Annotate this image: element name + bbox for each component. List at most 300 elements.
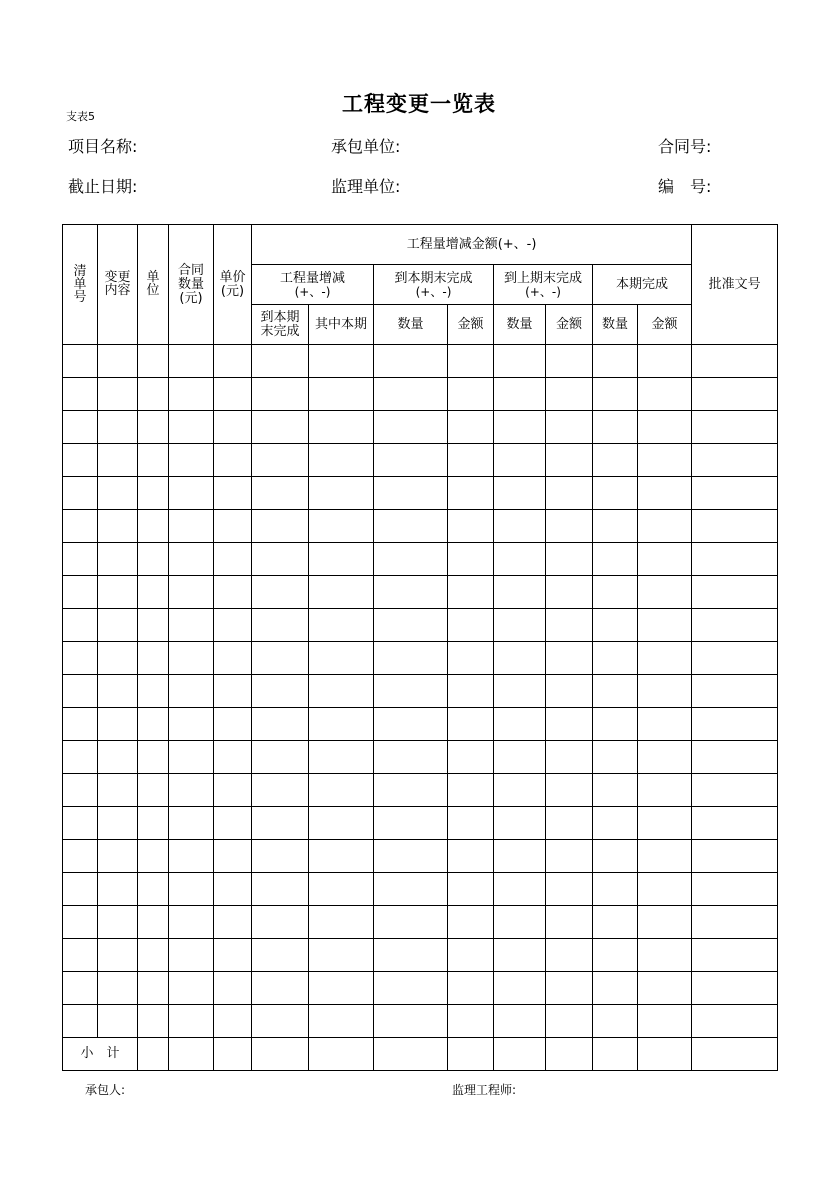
- table-cell: [448, 609, 494, 642]
- table-row: [63, 510, 778, 543]
- table-cell: [169, 840, 214, 873]
- table-cell: [638, 543, 692, 576]
- table-cell: [309, 1005, 374, 1038]
- table-cell: [63, 840, 98, 873]
- table-row: [63, 642, 778, 675]
- table-cell: [593, 510, 638, 543]
- table-cell: [692, 477, 778, 510]
- table-row: [63, 840, 778, 873]
- table-cell: [448, 774, 494, 807]
- table-cell: [638, 708, 692, 741]
- table-cell: [692, 576, 778, 609]
- table-row: [63, 675, 778, 708]
- table-cell: [138, 807, 169, 840]
- table-cell: [138, 873, 169, 906]
- table-cell: [448, 510, 494, 543]
- table-cell: [214, 873, 252, 906]
- table-cell: [448, 939, 494, 972]
- table-row: [63, 906, 778, 939]
- table-row: [63, 378, 778, 411]
- table-cell: [252, 477, 309, 510]
- table-cell: [593, 774, 638, 807]
- table-cell: [252, 840, 309, 873]
- table-cell: [374, 411, 448, 444]
- table-cell: [546, 345, 593, 378]
- table-cell: [63, 774, 98, 807]
- table-cell: [138, 906, 169, 939]
- table-row: [63, 807, 778, 840]
- header-approval-no: 批准文号: [692, 225, 778, 345]
- table-cell: [448, 378, 494, 411]
- table-cell: [138, 642, 169, 675]
- table-cell: [374, 675, 448, 708]
- header-qty-1: 数量: [374, 305, 448, 345]
- table-cell: [593, 444, 638, 477]
- table-cell: [252, 972, 309, 1005]
- table-cell: [252, 675, 309, 708]
- table-cell: [214, 939, 252, 972]
- table-cell: [309, 510, 374, 543]
- table-cell: [593, 972, 638, 1005]
- header-to-last-period-end: 到上期末完成 (+、-): [494, 265, 593, 305]
- table-row: [63, 873, 778, 906]
- table-cell: [638, 510, 692, 543]
- table-cell: [448, 807, 494, 840]
- header-unit-price: 单价 (元): [214, 225, 252, 345]
- table-cell: [63, 510, 98, 543]
- table-cell: [63, 345, 98, 378]
- table-cell: [638, 675, 692, 708]
- table-cell: [494, 741, 546, 774]
- table-row: [63, 576, 778, 609]
- table-cell: [138, 378, 169, 411]
- table-cell: [448, 411, 494, 444]
- header-qty-2: 数量: [494, 305, 546, 345]
- table-cell: [98, 1005, 138, 1038]
- table-cell: [138, 840, 169, 873]
- table-cell: [169, 1005, 214, 1038]
- table-row: [63, 1005, 778, 1038]
- table-cell: [63, 906, 98, 939]
- table-cell: [374, 345, 448, 378]
- subtotal-cell: [593, 1038, 638, 1071]
- table-cell: [374, 774, 448, 807]
- table-cell: [638, 873, 692, 906]
- table-cell: [546, 510, 593, 543]
- table-cell: [448, 708, 494, 741]
- table-cell: [98, 444, 138, 477]
- subtotal-cell: [374, 1038, 448, 1071]
- table-cell: [98, 972, 138, 1005]
- table-cell: [214, 906, 252, 939]
- table-cell: [169, 543, 214, 576]
- table-cell: [98, 939, 138, 972]
- table-cell: [692, 378, 778, 411]
- table-cell: [638, 774, 692, 807]
- subtotal-cell: [692, 1038, 778, 1071]
- table-cell: [63, 708, 98, 741]
- header-item-no: 清单号: [63, 225, 98, 345]
- supervisor-unit-label: 监理单位:: [331, 177, 401, 196]
- table-cell: [169, 708, 214, 741]
- table-cell: [374, 543, 448, 576]
- table-cell: [638, 345, 692, 378]
- table-cell: [494, 609, 546, 642]
- table-cell: [494, 543, 546, 576]
- table-cell: [374, 444, 448, 477]
- table-cell: [138, 972, 169, 1005]
- contractor-label: 承包单位:: [331, 137, 401, 156]
- table-cell: [692, 1005, 778, 1038]
- table-cell: [169, 741, 214, 774]
- table-cell: [692, 873, 778, 906]
- header-qty-change: 工程量增减 (+、-): [252, 265, 374, 305]
- table-cell: [494, 906, 546, 939]
- supervising-engineer-label: 监理工程师:: [452, 1083, 517, 1097]
- table-cell: [309, 444, 374, 477]
- table-cell: [494, 840, 546, 873]
- table-cell: [692, 345, 778, 378]
- table-cell: [494, 510, 546, 543]
- table-cell: [448, 345, 494, 378]
- table-cell: [214, 609, 252, 642]
- table-cell: [593, 642, 638, 675]
- table-cell: [494, 873, 546, 906]
- table-cell: [169, 477, 214, 510]
- project-name-label: 项目名称:: [68, 137, 138, 156]
- table-cell: [252, 807, 309, 840]
- table-cell: [309, 477, 374, 510]
- table-cell: [63, 576, 98, 609]
- table-cell: [169, 873, 214, 906]
- subtotal-cell: [448, 1038, 494, 1071]
- table-cell: [692, 444, 778, 477]
- table-cell: [593, 543, 638, 576]
- table-cell: [546, 741, 593, 774]
- subtotal-cell: [214, 1038, 252, 1071]
- contract-no-label: 合同号:: [658, 137, 712, 156]
- table-cell: [546, 378, 593, 411]
- table-cell: [98, 543, 138, 576]
- table-cell: [448, 1005, 494, 1038]
- table-cell: [692, 972, 778, 1005]
- table-cell: [448, 477, 494, 510]
- table-cell: [252, 939, 309, 972]
- table-cell: [252, 510, 309, 543]
- table-row: [63, 477, 778, 510]
- table-cell: [494, 444, 546, 477]
- subtotal-cell: [169, 1038, 214, 1071]
- table-cell: [309, 906, 374, 939]
- table-cell: [252, 345, 309, 378]
- table-cell: [692, 741, 778, 774]
- table-cell: [374, 477, 448, 510]
- table-cell: [169, 972, 214, 1005]
- table-cell: [374, 939, 448, 972]
- table-cell: [98, 807, 138, 840]
- table-cell: [374, 873, 448, 906]
- table-cell: [214, 675, 252, 708]
- table-cell: [252, 411, 309, 444]
- table-cell: [169, 378, 214, 411]
- table-cell: [692, 510, 778, 543]
- table-cell: [638, 1005, 692, 1038]
- table-cell: [494, 642, 546, 675]
- table-cell: [448, 576, 494, 609]
- table-cell: [169, 774, 214, 807]
- table-cell: [252, 543, 309, 576]
- table-cell: [169, 906, 214, 939]
- table-cell: [692, 675, 778, 708]
- table-cell: [138, 774, 169, 807]
- table-cell: [252, 609, 309, 642]
- table-cell: [309, 642, 374, 675]
- table-cell: [138, 510, 169, 543]
- table-cell: [98, 642, 138, 675]
- table-row: [63, 774, 778, 807]
- table-row: [63, 411, 778, 444]
- table-cell: [309, 576, 374, 609]
- table-cell: [138, 477, 169, 510]
- subtotal-row: [63, 1038, 778, 1071]
- table-cell: [374, 642, 448, 675]
- table-cell: [63, 444, 98, 477]
- table-cell: [98, 741, 138, 774]
- table-cell: [546, 477, 593, 510]
- table-cell: [494, 939, 546, 972]
- table-row: [63, 708, 778, 741]
- table-cell: [214, 972, 252, 1005]
- table-cell: [638, 444, 692, 477]
- table-cell: [593, 1005, 638, 1038]
- table-cell: [98, 609, 138, 642]
- header-sub-of-which-this-period: 其中本期: [309, 305, 374, 345]
- table-cell: [374, 741, 448, 774]
- subtotal-cell: [546, 1038, 593, 1071]
- header-to-period-end: 到本期末完成 (+、-): [374, 265, 494, 305]
- table-cell: [63, 807, 98, 840]
- table-cell: [448, 675, 494, 708]
- table-cell: [63, 477, 98, 510]
- header-unit: 单位: [138, 225, 169, 345]
- table-cell: [593, 906, 638, 939]
- table-cell: [692, 840, 778, 873]
- table-cell: [374, 807, 448, 840]
- table-cell: [138, 708, 169, 741]
- table-cell: [546, 576, 593, 609]
- table-cell: [546, 972, 593, 1005]
- table-cell: [138, 576, 169, 609]
- table-cell: [309, 609, 374, 642]
- table-cell: [638, 576, 692, 609]
- table-cell: [63, 378, 98, 411]
- table-cell: [138, 444, 169, 477]
- table-cell: [214, 510, 252, 543]
- header-amount-1: 金额: [448, 305, 494, 345]
- table-cell: [374, 609, 448, 642]
- table-cell: [63, 873, 98, 906]
- table-cell: [169, 609, 214, 642]
- table-cell: [374, 840, 448, 873]
- table-cell: [252, 741, 309, 774]
- table-cell: [138, 1005, 169, 1038]
- table-cell: [692, 939, 778, 972]
- table-cell: [214, 642, 252, 675]
- table-cell: [546, 642, 593, 675]
- table-cell: [494, 378, 546, 411]
- table-cell: [252, 774, 309, 807]
- table-cell: [309, 807, 374, 840]
- table-cell: [692, 642, 778, 675]
- table-cell: [374, 378, 448, 411]
- table-cell: [63, 411, 98, 444]
- table-cell: [98, 411, 138, 444]
- table-cell: [138, 543, 169, 576]
- contractor-person-label: 承包人:: [85, 1083, 126, 1097]
- change-list-table: [62, 224, 778, 1071]
- table-cell: [98, 840, 138, 873]
- table-cell: [593, 576, 638, 609]
- table-cell: [98, 906, 138, 939]
- table-cell: [138, 411, 169, 444]
- table-cell: [448, 741, 494, 774]
- table-cell: [494, 1005, 546, 1038]
- table-cell: [546, 873, 593, 906]
- table-cell: [638, 741, 692, 774]
- table-cell: [494, 774, 546, 807]
- table-cell: [214, 444, 252, 477]
- table-cell: [546, 543, 593, 576]
- table-cell: [309, 840, 374, 873]
- table-cell: [252, 642, 309, 675]
- table-cell: [98, 576, 138, 609]
- table-cell: [309, 345, 374, 378]
- subtotal-label: 小 计: [63, 1038, 138, 1071]
- table-cell: [374, 510, 448, 543]
- table-cell: [593, 741, 638, 774]
- table-cell: [138, 609, 169, 642]
- table-cell: [309, 774, 374, 807]
- table-cell: [374, 708, 448, 741]
- table-cell: [448, 444, 494, 477]
- table-cell: [309, 873, 374, 906]
- table-cell: [309, 708, 374, 741]
- table-cell: [374, 906, 448, 939]
- table-cell: [98, 378, 138, 411]
- subtotal-cell: [638, 1038, 692, 1071]
- table-cell: [63, 675, 98, 708]
- table-cell: [593, 939, 638, 972]
- table-cell: [309, 378, 374, 411]
- table-cell: [309, 972, 374, 1005]
- table-cell: [252, 1005, 309, 1038]
- table-cell: [593, 873, 638, 906]
- table-cell: [214, 774, 252, 807]
- table-cell: [593, 807, 638, 840]
- table-cell: [169, 510, 214, 543]
- table-cell: [692, 543, 778, 576]
- table-cell: [98, 873, 138, 906]
- table-cell: [593, 378, 638, 411]
- table-cell: [214, 576, 252, 609]
- header-amount-2: 金额: [546, 305, 593, 345]
- table-cell: [252, 906, 309, 939]
- table-cell: [98, 477, 138, 510]
- table-cell: [448, 972, 494, 1005]
- table-cell: [638, 939, 692, 972]
- table-cell: [546, 675, 593, 708]
- header-this-period: 本期完成: [593, 265, 692, 305]
- table-cell: [214, 840, 252, 873]
- table-cell: [638, 906, 692, 939]
- header-change-content: 变更内容: [98, 225, 138, 345]
- table-cell: [593, 840, 638, 873]
- table-cell: [692, 609, 778, 642]
- table-cell: [214, 378, 252, 411]
- table-cell: [63, 543, 98, 576]
- header-amount-group: 工程量增减金额(+、-): [252, 225, 692, 265]
- subtotal-cell: [494, 1038, 546, 1071]
- table-cell: [169, 411, 214, 444]
- table-cell: [169, 345, 214, 378]
- table-cell: [309, 939, 374, 972]
- table-cell: [638, 642, 692, 675]
- table-cell: [169, 576, 214, 609]
- table-cell: [214, 708, 252, 741]
- table-cell: [63, 642, 98, 675]
- table-cell: [98, 675, 138, 708]
- table-row: [63, 444, 778, 477]
- table-cell: [98, 510, 138, 543]
- table-cell: [494, 477, 546, 510]
- table-cell: [494, 675, 546, 708]
- table-cell: [252, 444, 309, 477]
- table-cell: [448, 873, 494, 906]
- table-cell: [374, 972, 448, 1005]
- table-cell: [214, 543, 252, 576]
- table-cell: [169, 642, 214, 675]
- table-cell: [448, 906, 494, 939]
- table-cell: [448, 840, 494, 873]
- table-cell: [309, 543, 374, 576]
- header-qty-3: 数量: [593, 305, 638, 345]
- table-tag: 支表5: [66, 110, 95, 123]
- table-cell: [448, 642, 494, 675]
- table-cell: [169, 939, 214, 972]
- header-sub-to-period-end: 到本期 末完成: [252, 305, 309, 345]
- table-cell: [546, 807, 593, 840]
- table-cell: [638, 378, 692, 411]
- table-cell: [169, 807, 214, 840]
- table-cell: [494, 411, 546, 444]
- table-cell: [593, 675, 638, 708]
- table-cell: [63, 609, 98, 642]
- table-cell: [309, 741, 374, 774]
- table-cell: [546, 906, 593, 939]
- table-cell: [546, 840, 593, 873]
- table-cell: [593, 609, 638, 642]
- table-cell: [494, 972, 546, 1005]
- table-cell: [546, 1005, 593, 1038]
- table-row: [63, 972, 778, 1005]
- serial-no-label: 编 号:: [658, 177, 712, 196]
- table-cell: [494, 345, 546, 378]
- table-cell: [692, 807, 778, 840]
- cutoff-date-label: 截止日期:: [68, 177, 138, 196]
- header-amount-3: 金额: [638, 305, 692, 345]
- table-cell: [494, 708, 546, 741]
- subtotal-cell: [252, 1038, 309, 1071]
